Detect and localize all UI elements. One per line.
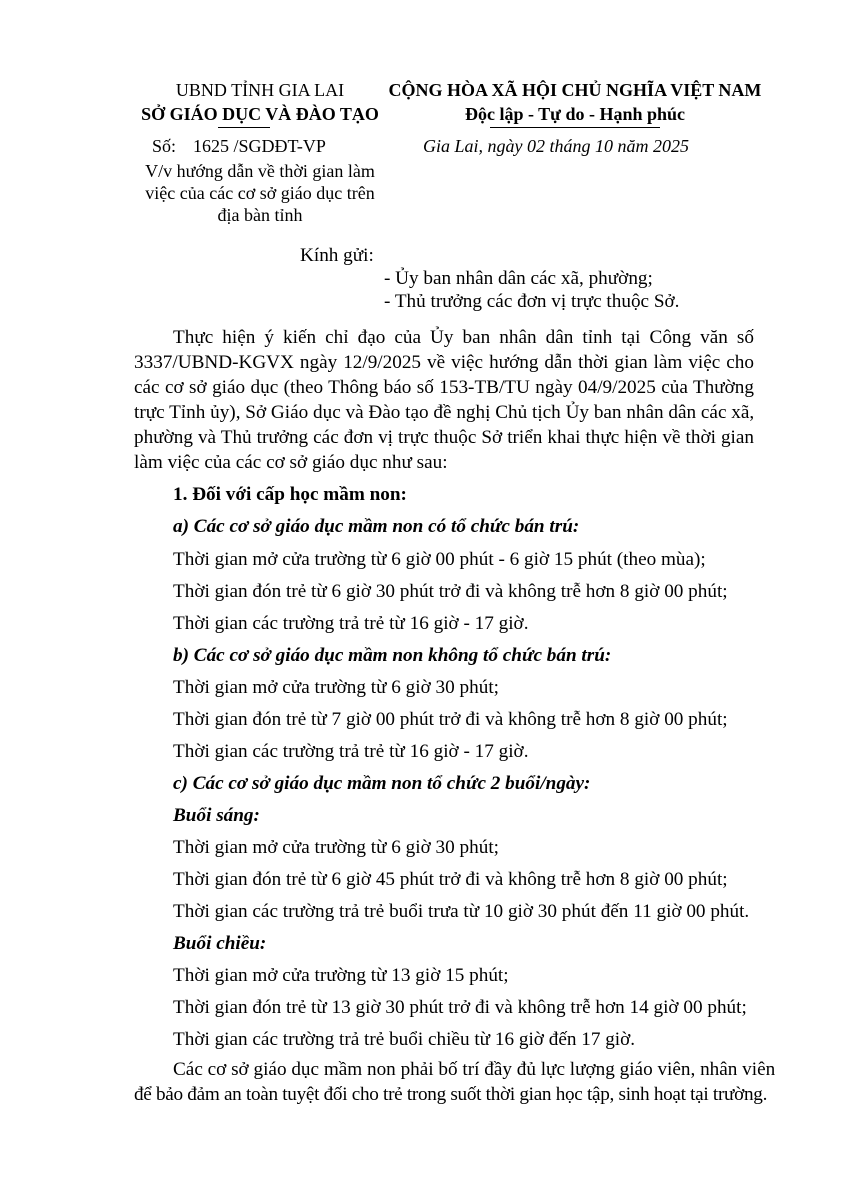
agency-name: SỞ GIÁO DỤC VÀ ĐÀO TẠO — [141, 104, 379, 124]
document-number — [152, 135, 326, 157]
date-month: 10 — [595, 136, 614, 156]
subsection-b-heading: b) Các cơ sở giáo dục mầm non không tổ chức bán trú: — [173, 645, 612, 666]
list-item: Thời gian đón trẻ từ 6 giờ 45 phút trở đi và không trễ hơn 8 giờ 00 phút; — [173, 869, 728, 890]
list-item: Thời gian các trường trả trẻ buổi chiều từ 16 giờ đến 17 giờ. — [173, 1029, 636, 1050]
intro-line: làm việc của các cơ sở giáo dục như sau: — [134, 452, 448, 473]
closing-line: Các cơ sở giáo dục mầm non phải bố trí đầy đủ lực lượng giáo viên, nhân viên — [173, 1059, 776, 1080]
recipient-item: - Thủ trưởng các đơn vị trực thuộc Sở. — [384, 291, 680, 312]
motto-underline — [490, 127, 660, 128]
agency-parent: UBND TỈNH GIA LAI — [175, 80, 345, 100]
list-item: Thời gian mở cửa trường từ 6 giờ 00 phút - 6 giờ 15 phút (theo mùa); — [173, 549, 706, 570]
list-item: Thời gian đón trẻ từ 13 giờ 30 phút trở đi và không trễ hơn 14 giờ 00 phút; — [173, 997, 747, 1018]
list-item: Thời gian đón trẻ từ 6 giờ 30 phút trở đi và không trễ hơn 8 giờ 00 phút; — [173, 581, 728, 602]
list-item: Thời gian các trường trả trẻ từ 16 giờ - 17 giờ. — [173, 741, 529, 762]
motto: Độc lập - Tự do - Hạnh phúc — [464, 104, 686, 124]
subject-line-2: việc của các cơ sở giáo dục trên — [145, 183, 375, 203]
subsection-c-heading: c) Các cơ sở giáo dục mầm non tổ chức 2 buổi/ngày: — [173, 773, 591, 794]
subject-line-3: địa bàn tỉnh — [217, 205, 303, 225]
subsection-a-heading: a) Các cơ sở giáo dục mầm non có tổ chức bán trú: — [173, 516, 580, 537]
intro-line: các cơ sở giáo dục (theo Thông báo số 153-TB/TU ngày 04/9/2025 của Thường — [134, 377, 754, 398]
date-prefix: Gia Lai, ngày — [423, 136, 523, 156]
date-year: năm 2025 — [617, 136, 690, 156]
list-item: Thời gian đón trẻ từ 7 giờ 00 phút trở đi và không trễ hơn 8 giờ 00 phút; — [173, 709, 728, 730]
list-item: Thời gian mở cửa trường từ 6 giờ 30 phút; — [173, 837, 499, 858]
intro-line: 3337/UBND-KGVX ngày 12/9/2025 về việc hướng dẫn thời gian làm việc cho — [134, 352, 754, 373]
number-value: 1625 — [193, 136, 230, 156]
morning-heading: Buổi sáng: — [173, 805, 260, 826]
list-item: Thời gian các trường trả trẻ buổi trưa từ 10 giờ 30 phút đến 11 giờ 00 phút. — [173, 901, 750, 922]
issue-date — [423, 135, 689, 157]
recipients-label: Kính gửi: — [300, 245, 374, 266]
date-day: 02 — [527, 136, 546, 156]
closing-line: để bảo đảm an toàn tuyệt đối cho trẻ trong suốt thời gian học tập, sinh hoạt tại trường. — [134, 1084, 768, 1105]
list-item: Thời gian mở cửa trường từ 13 giờ 15 phút; — [173, 965, 509, 986]
date-month-word: tháng — [549, 136, 591, 156]
intro-line: Thực hiện ý kiến chỉ đạo của Ủy ban nhân dân tỉnh tại Công văn số — [173, 327, 754, 348]
list-item: Thời gian các trường trả trẻ từ 16 giờ - 17 giờ. — [173, 613, 529, 634]
list-item: Thời gian mở cửa trường từ 6 giờ 30 phút; — [173, 677, 499, 698]
number-suffix: /SGDĐT-VP — [233, 136, 326, 156]
number-prefix: Số: — [152, 136, 177, 156]
agency-underline — [218, 127, 270, 128]
subject-line-1: V/v hướng dẫn về thời gian làm — [145, 161, 375, 181]
section-heading: 1. Đối với cấp học mầm non: — [173, 484, 407, 505]
nation-title: CỘNG HÒA XÃ HỘI CHỦ NGHĨA VIỆT NAM — [388, 80, 762, 100]
intro-line: trực Tỉnh ủy), Sở Giáo dục và Đào tạo đề nghị Chủ tịch Ủy ban nhân dân các xã, — [134, 402, 755, 423]
recipient-item: - Ủy ban nhân dân các xã, phường; — [384, 268, 653, 289]
afternoon-heading: Buổi chiều: — [173, 933, 267, 954]
intro-line: phường và Thủ trưởng các đơn vị trực thuộc Sở triển khai thực hiện về thời gian — [134, 427, 754, 448]
